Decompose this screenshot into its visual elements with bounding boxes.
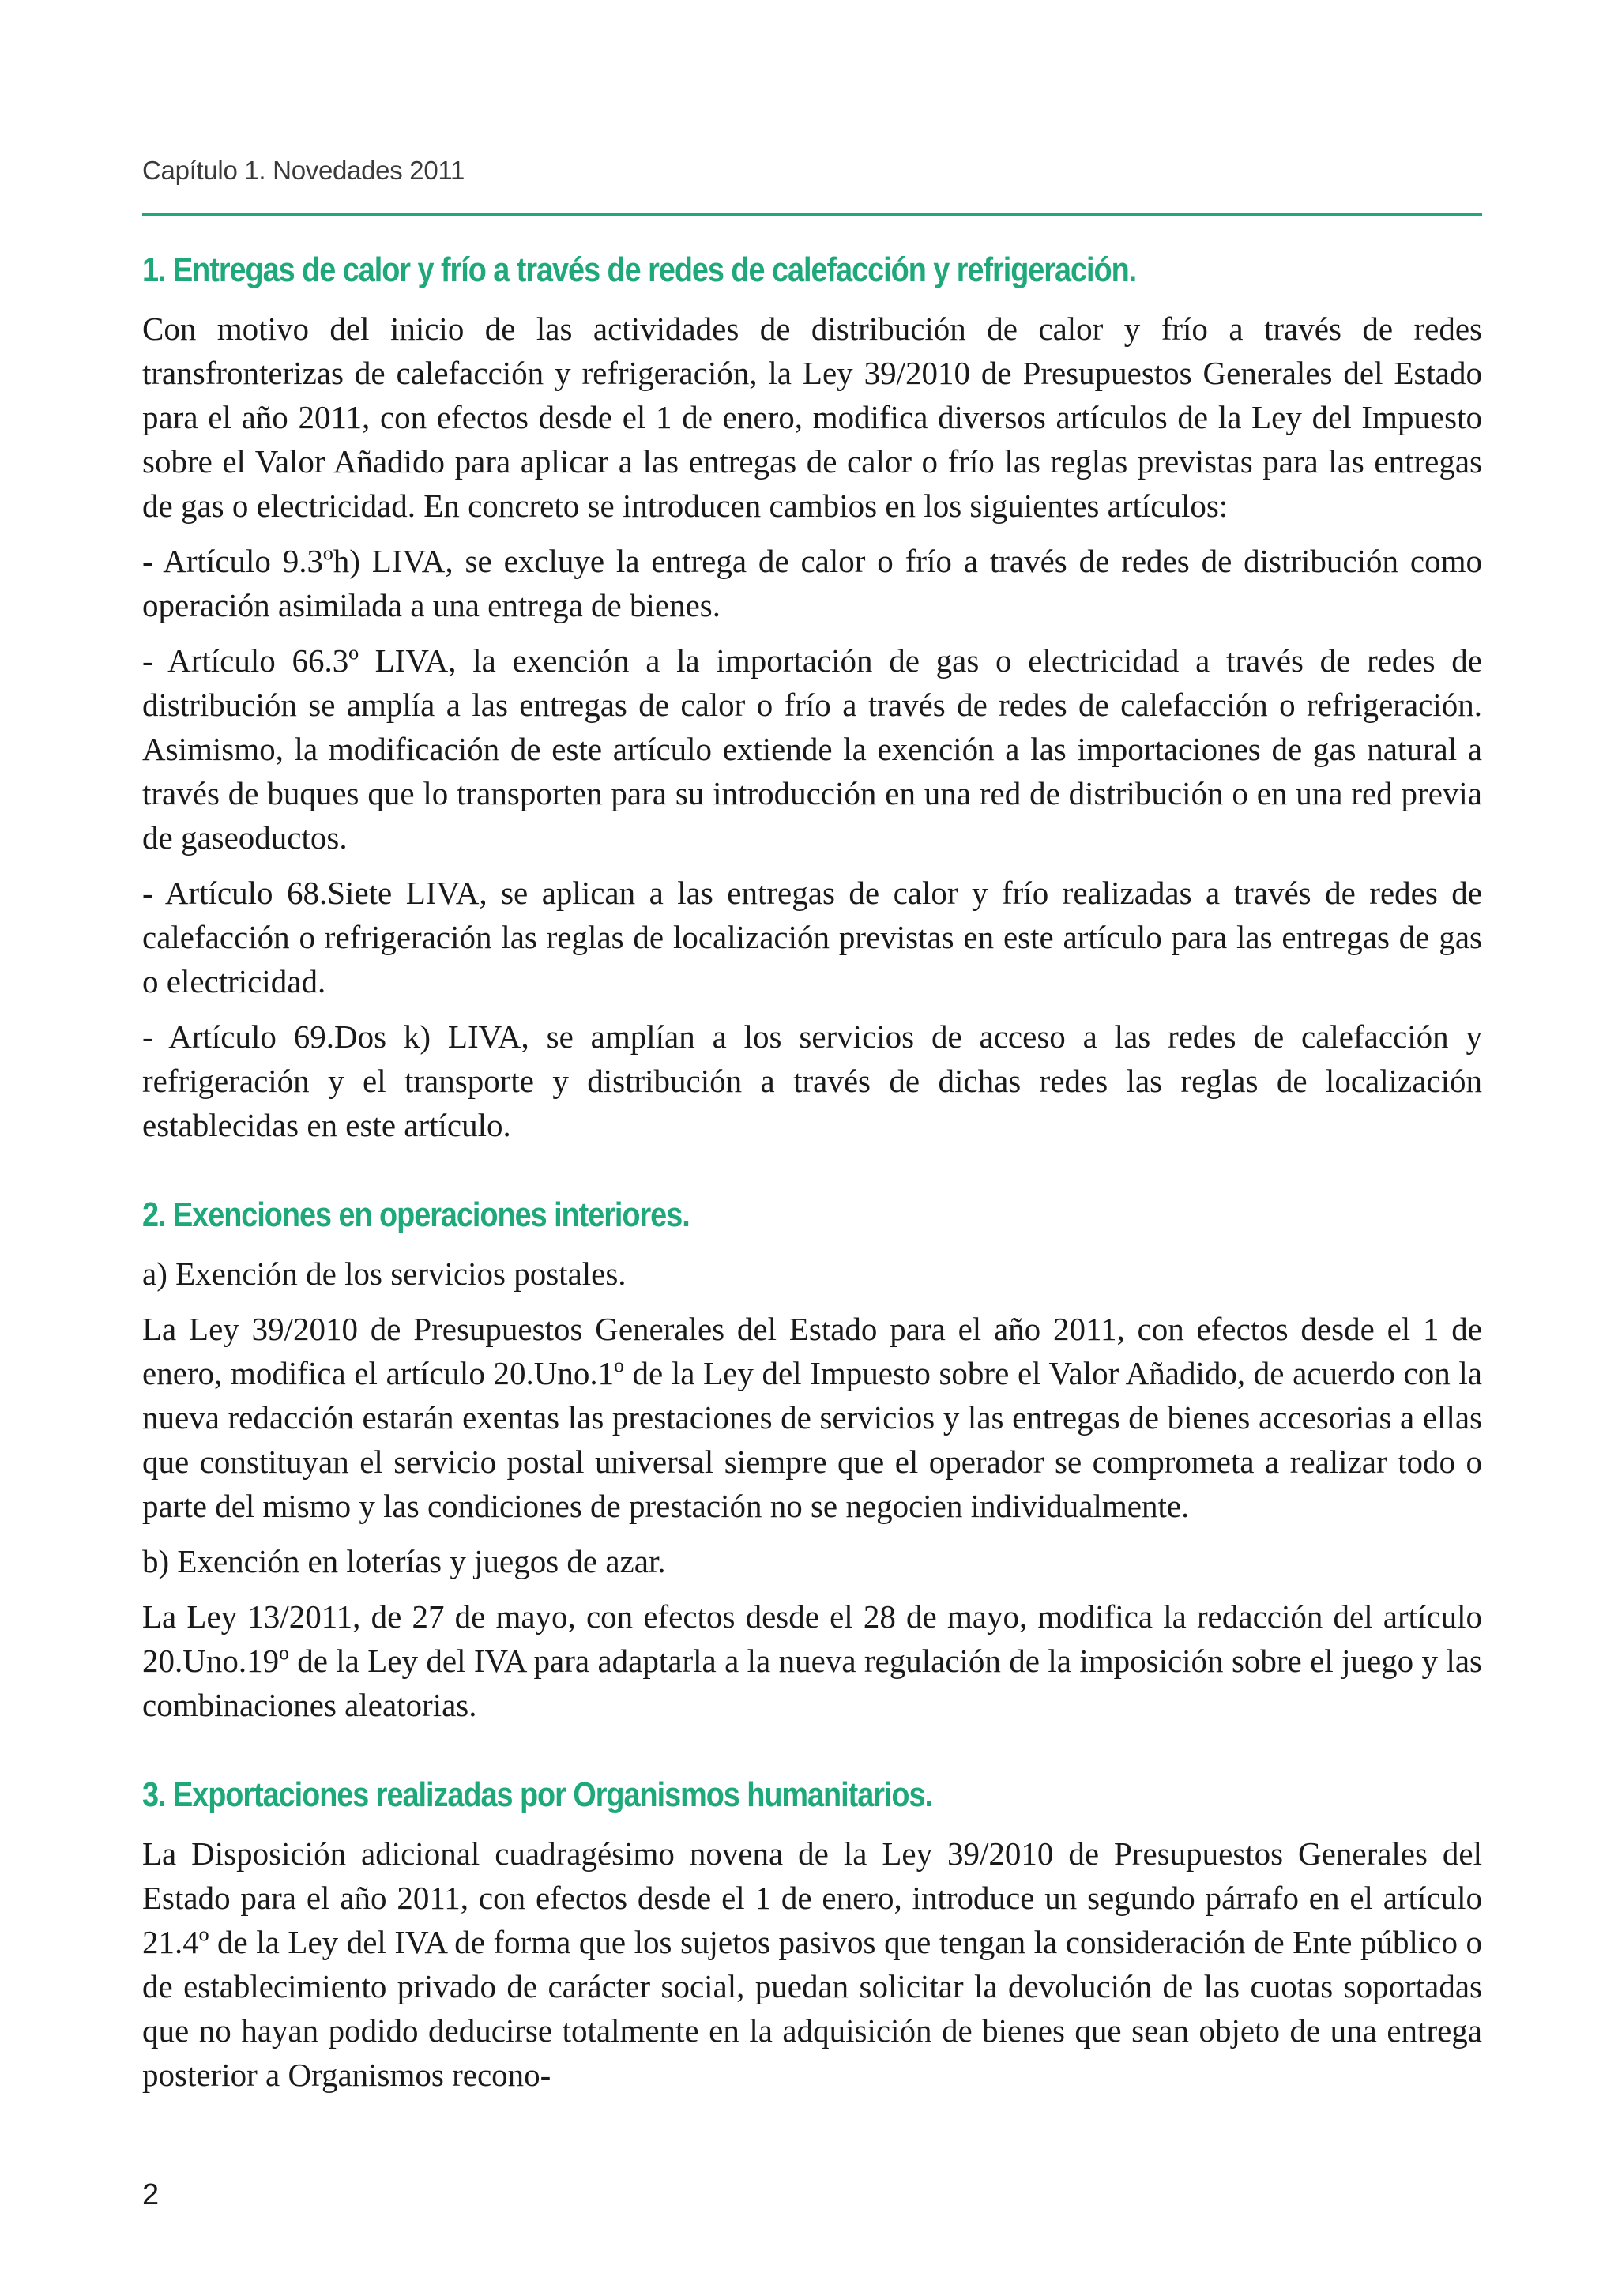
running-header: Capítulo 1. Novedades 2011 (142, 156, 465, 185)
section-3-paragraph: La Disposición adicional cuadragésimo novena de la Ley 39/2010 de Presupuestos Generales del Estado para el año 2011, con efectos desde el 1 de enero, introduce un segundo párrafo en el artículo 21.4º de la Ley del IVA de forma que los sujetos pasivos que tengan la consideración de Ente público o de establecimiento privado de carácter social, puedan solicitar la devolución de las cuotas soportadas que no hayan podido deducirse totalmente en la adquisición de bienes que sean objeto de una entrega posterior a Organismos recono- (142, 1835, 1482, 2093)
section-2-heading: 2. Exenciones en operaciones interiores. (142, 1195, 690, 1234)
section-3 (142, 1775, 1482, 2097)
section-3-heading: 3. Exportaciones realizadas por Organismos humanitarios. (142, 1775, 932, 1814)
section-2-paragraph-b: La Ley 13/2011, de 27 de mayo, con efectos desde el 28 de mayo, modifica la redacción del artículo 20.Uno.19º de la Ley del IVA para adaptarla a la nueva regulación de la imposición sobre el juego y las combinaciones aleatorias. (142, 1598, 1482, 1723)
document-page (142, 155, 1482, 2108)
section-2-subheading-b: b) Exención en loterías y juegos de azar. (142, 1543, 666, 1579)
section-2-paragraph-a: La Ley 39/2010 de Presupuestos Generales del Estado para el año 2011, con efectos desde el 1 de enero, modifica el artículo 20.Uno.1º de la Ley del Impuesto sobre el Valor Añadido, de acuerdo con la nueva redacción estarán exentas las prestaciones de servicios y las entregas de bienes accesorias a ellas que constituyan el servicio postal universal siempre que el operador se comprometa a realizar todo o parte del mismo y las condiciones de prestación no se negocien individualmente. (142, 1311, 1482, 1524)
section-1-item-article-66: - Artículo 66.3º LIVA, la exención a la importación de gas o electricidad a través de redes de distribución se amplía a las entregas de calor o frío a través de redes de calefacción o refrigeración. Asimismo, la modificación de este artículo extiende la exención a las importaciones de gas natural a través de buques que lo transporten para su introducción en una red de distribución o en una red previa de gaseoductos. (142, 642, 1482, 856)
section-1-item-article-68: - Artículo 68.Siete LIVA, se aplican a las entregas de calor y frío realizadas a través de redes de calefacción o refrigeración las reglas de localización previstas en este artículo para las entregas de gas o electricidad. (142, 875, 1482, 999)
section-1 (142, 250, 1482, 1147)
section-1-intro-paragraph: Con motivo del inicio de las actividades de distribución de calor y frío a través de redes transfronterizas de calefacción y refrigeración, la Ley 39/2010 de Presupuestos Generales del Estado para el año 2011, con efectos desde el 1 de enero, modifica diversos artículos de la Ley del Impuesto sobre el Valor Añadido para aplicar a las entregas de calor o frío las reglas previstas para las entregas de gas o electricidad. En concreto se introducen cambios en los siguientes artículos: (142, 311, 1482, 524)
page-number: 2 (142, 2178, 160, 2211)
section-1-item-article-69: - Artículo 69.Dos k) LIVA, se amplían a los servicios de acceso a las redes de calefacción y refrigeración y el transporte y distribución a través de dichas redes las reglas de localización establecidas en este artículo. (142, 1018, 1482, 1143)
header-divider (142, 213, 1482, 216)
section-1-heading: 1. Entregas de calor y frío a través de redes de calefacción y refrigeración. (142, 250, 1137, 289)
section-2 (142, 1195, 1482, 1727)
section-2-subheading-a: a) Exención de los servicios postales. (142, 1255, 627, 1292)
section-1-item-article-9: - Artículo 9.3ºh) LIVA, se excluye la entrega de calor o frío a través de redes de distribución como operación asimilada a una entrega de bienes. (142, 543, 1482, 623)
